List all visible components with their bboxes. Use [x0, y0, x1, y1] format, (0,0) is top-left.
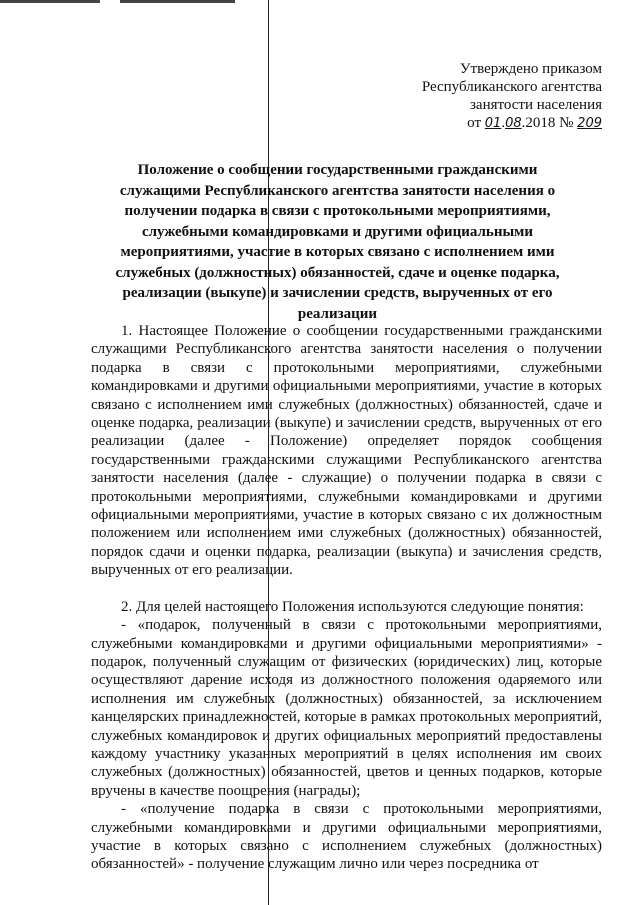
approval-stamp [342, 60, 602, 133]
approval-line-1: Утверждено приказом [459, 61, 602, 77]
date-prefix: от [467, 115, 482, 131]
definition-gift: - «подарок, полученный в связи с протокольными мероприятиями, служебными командировками и другими официальными мероприятиями» - подарок, полученный служащим от физических (юридических) лиц, которые осуществляют дарение исходя из должностного положения одаряемого или исполнения им служебных (должностных) обязанностей, за исключением канцелярских принадлежностей, которые в рамках протокольных мероприятий, служебных командировок и других официальных мероприятий предоставлены каждому участнику указанных мероприятий в целях исполнения им своих служебных (должностных) обязанностей, цветов и ценных подарков, которые вручены в качестве поощрения (награды); [91, 617, 602, 799]
handwritten-order-number: 209 [577, 116, 602, 131]
scan-top-mark-right [120, 0, 235, 3]
approval-line-3: занятости населения [469, 97, 602, 113]
approval-line-2: Республиканского агентства [421, 79, 602, 95]
approval-date-line [342, 114, 602, 133]
scan-top-mark-left [0, 0, 100, 3]
paragraph-1: 1. Настоящее Положение о сообщении государственными гражданскими служащими Республиканского агентства занятости населения о получении подарка в связи с протокольными мероприятиями, служебными командировками и другими официальными мероприятиями, участие в которых связано с исполнением ими служебных (должностных) обязанностей, сдаче и оценке подарка, реализации (выкупе) и зачислении средств, вырученных от его реализации (далее - Положение) определяет порядок сообщения государственными гражданскими служащими Республиканского агентства занятости населения (далее - служащие) о получении подарка в связи с протокольными мероприятиями, служебными командировками и другими официальными мероприятиями, участие в которых связано с их должностным положением или исполнением ими служебных (должностных) обязанностей, порядок сдачи и оценки подарка, реализации (выкупа) и зачисления средств, вырученных от его реализации. [91, 323, 602, 579]
date-year: .2018 № [521, 115, 574, 131]
handwritten-day: 01 [484, 116, 502, 131]
paragraph-2: 2. Для целей настоящего Положения используются следующие понятия: [121, 598, 584, 615]
handwritten-month: 08 [505, 116, 522, 131]
definition-receiving-gift: - «получение подарка в связи с протокольными мероприятиями, служебными командировками и другими официальными мероприятиями, участие в которых связано с исполнением служебных (должностных) обязанностей» - получение служащим лично или через посредника от [91, 801, 602, 873]
document-body [91, 322, 602, 874]
document-title: Положение о сообщении государственными гражданскими служащими Республиканского агентства занятости населения о получении подарка в связи с протокольными мероприятиями, служебными командировками и другими официальными мероприятиями, участие в которых связано с исполнением ими служебных (должностных) обязанностей, сдаче и оценке подарка, реализации (выкупе) и зачислении средств, вырученных от его реализации [115, 162, 560, 322]
date-separator: . [501, 115, 506, 131]
